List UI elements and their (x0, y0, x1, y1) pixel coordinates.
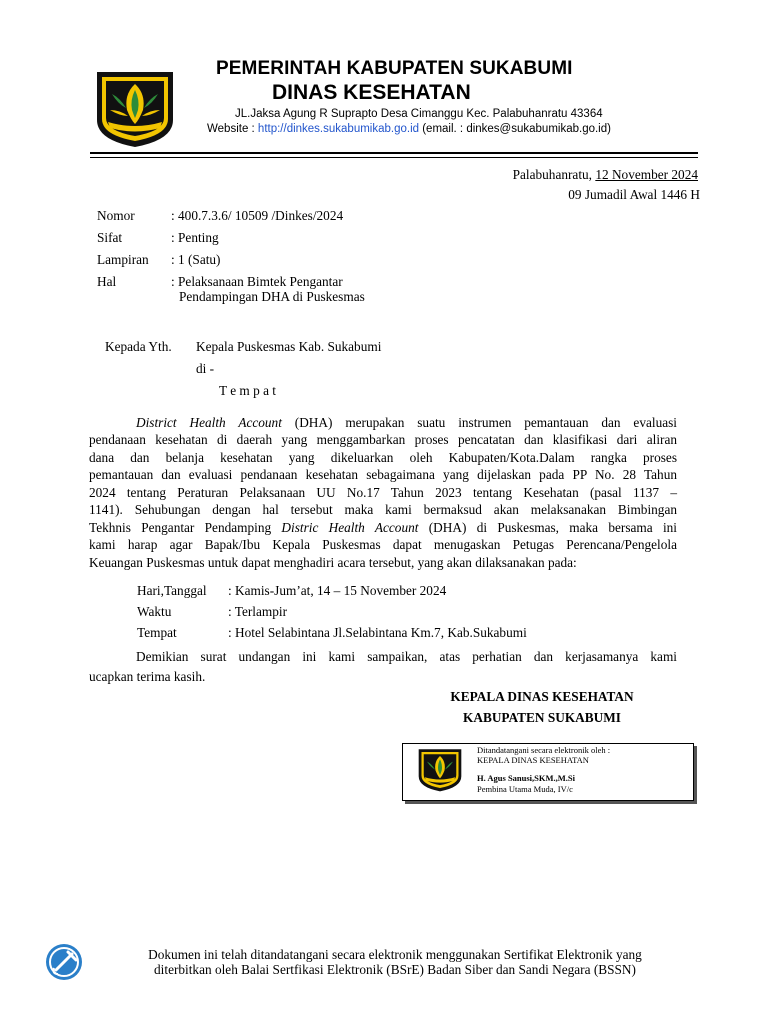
kepada-label: Kepada Yth. (105, 339, 172, 354)
tempat-label: Tempat (137, 625, 177, 640)
signer-title-1: KEPALA DINAS KESEHATAN (450, 689, 634, 704)
dha-term: District Health Account (136, 415, 282, 430)
body-line-6: 1141). Sehubungan dengan hal tersebut maka kami bermaksud akan melaksanakan Bimbingan (89, 502, 677, 517)
letterhead-rule-thin (90, 157, 698, 158)
date-gregorian: 12 November 2024 (595, 167, 698, 182)
recipient-name: Kepala Puskesmas Kab. Sukabumi (196, 339, 382, 354)
website-label: Website : (207, 123, 258, 135)
body-line-2: pendanaan kesehatan di daerah yang menggambarkan proses pencatatan dan klasifikasi dari aliran (89, 432, 677, 447)
esign-rank: Pembina Utama Muda, IV/c (477, 784, 573, 794)
hal-value-line1: : Pelaksanaan Bimtek Pengantar (171, 274, 343, 289)
recipient-tempat: T e m p a t (219, 383, 276, 398)
lampiran-value: : 1 (Satu) (171, 252, 221, 267)
body-text: (DHA) merupakan suatu instrumen pemantauan dan evaluasi (281, 415, 678, 430)
esign-line2: KEPALA DINAS KESEHATAN (477, 755, 589, 765)
tempat-value: : Hotel Selabintana Jl.Selabintana Km.7, Kab.Sukabumi (228, 625, 527, 640)
esignature-logo (417, 748, 463, 792)
closing-text: Demikian surat undangan ini kami sampaikan, atas perhatian dan kerjasamanya kami (136, 649, 677, 664)
footer-line-2: diterbitkan oleh Balai Sertfikasi Elektronik (BSrE) Badan Siber dan Sandi Negara (BSSN) (154, 962, 636, 977)
signer-title-2: KABUPATEN SUKABUMI (463, 710, 621, 725)
nomor-label: Nomor (97, 208, 135, 223)
dha-term: Distric Health Account (281, 520, 419, 535)
body-line-8: kami harap agar Bapak/Ibu Kepala Puskesmas dapat menugaskan Petugas Perencana/Pengelola (89, 537, 677, 552)
waktu-value: : Terlampir (228, 604, 288, 619)
footer-line-1: Dokumen ini telah ditandatangani secara elektronik menggunakan Sertifikat Elektronik yang (148, 947, 642, 962)
esignature-box (402, 743, 694, 801)
body-line-3: dana dan belanja kesehatan yang dikeluarkan oleh Kabupaten/Kota.Dalam rangka proses (89, 450, 677, 465)
body-line-1 (89, 414, 677, 431)
esign-name: H. Agus Sanusi,SKM.,M.Si (477, 773, 576, 783)
letter-date (513, 168, 698, 181)
recipient-di: di - (196, 361, 215, 376)
body-line-7 (89, 519, 677, 536)
hari-value: : Kamis-Jum’at, 14 – 15 November 2024 (228, 583, 447, 598)
sifat-label: Sifat (97, 230, 123, 245)
letterhead-rule-thick (90, 152, 698, 154)
esign-line1: Ditandatangani secara elektronik oleh : (477, 745, 611, 755)
hari-label: Hari,Tanggal (137, 583, 207, 598)
org-name-line1: PEMERINTAH KABUPATEN SUKABUMI (216, 58, 573, 79)
website-link[interactable]: http://dinkes.sukabumikab.go.id (257, 123, 420, 135)
body-text: (DHA) di Puskesmas, maka bersama ini (418, 520, 677, 535)
hal-value-line2: Pendampingan DHA di Puskesmas (179, 289, 365, 304)
org-contact (207, 123, 611, 135)
hal-label: Hal (97, 274, 117, 289)
date-place: Palabuhanratu, (512, 167, 596, 182)
closing-line-1 (89, 648, 677, 665)
lampiran-label: Lampiran (97, 252, 149, 267)
org-name-line2: DINAS KESEHATAN (272, 81, 471, 104)
body-text: Tekhnis Pengantar Pendamping (89, 520, 282, 535)
nomor-value: : 400.7.3.6/ 10509 /Dinkes/2024 (171, 208, 344, 223)
sifat-value: : Penting (171, 230, 219, 245)
org-address: JL.Jaksa Agung R Suprapto Desa Cimanggu Kec. Palabuhanratu 43364 (235, 108, 603, 120)
date-hijri: 09 Jumadil Awal 1446 H (568, 187, 700, 202)
body-line-9: Keuangan Puskesmas untuk dapat menghadiri acara tersebut, yang akan dilaksanakan pada: (89, 555, 577, 570)
kabupaten-sukabumi-logo (94, 70, 176, 148)
body-line-5: 2024 tentang Peraturan Pelaksanaan UU No.17 Tahun 2023 tentang Kesehatan (pasal 1137 – (89, 485, 677, 500)
body-line-4: pemantauan dan evaluasi pendanaan kesehatan sebagaimana yang dijelaskan pada PP No. 28 Tahun (89, 467, 677, 482)
closing-line-2: ucapkan terima kasih. (89, 669, 206, 684)
email-text: (email. : dinkes@sukabumikab.go.id) (419, 123, 611, 135)
waktu-label: Waktu (137, 604, 172, 619)
